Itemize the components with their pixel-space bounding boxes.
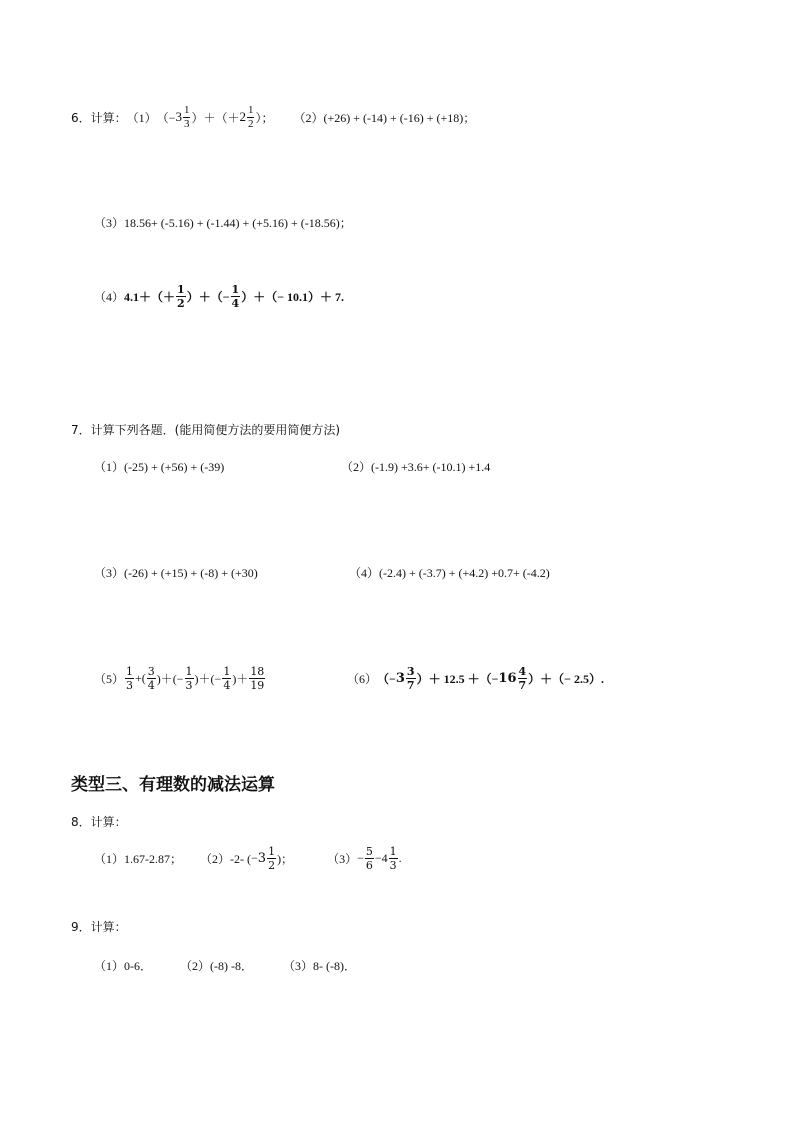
numerator: 1 (268, 844, 276, 858)
numerator: 1 (177, 282, 185, 296)
q9-label: 9．计算： (71, 919, 127, 934)
numerator: 3 (406, 664, 415, 678)
mixed-whole: 16 (498, 670, 517, 686)
q6-part4-b: ）＋（− (186, 289, 230, 304)
q6-part4-a: 4.1＋（＋ (124, 289, 176, 304)
q7-part5-b: )＋(− (156, 671, 184, 686)
q7-part5 (94, 656, 266, 700)
numerator: 1 (185, 664, 193, 678)
mixed-whole: 3 (257, 850, 267, 866)
numerator: 3 (147, 664, 155, 678)
q6-part1-end: ）； (255, 110, 274, 125)
q6-line1 (71, 95, 475, 139)
q7-part2: （2）(-1.9) +3.6+ (-10.1) +1.4 (341, 459, 491, 474)
q8-part2-b: )； (277, 851, 294, 866)
mixed-whole: 2 (239, 109, 246, 124)
q9-part1: （1）0-6． (94, 958, 152, 973)
denominator: 6 (365, 858, 373, 872)
mixed-number (498, 666, 528, 691)
section-title: 类型三、有理数的减法运算 (71, 775, 275, 795)
q7-part4: （4）(-2.4) + (-3.7) + (+4.2) +0.7+ (-4.2) (349, 565, 550, 580)
fraction (231, 284, 241, 309)
denominator: 3 (185, 678, 193, 692)
numerator: 4 (518, 664, 527, 678)
q6-part2: （2）(+26) + (-14) + (-16) + (+18)； (293, 110, 476, 125)
denominator: 3 (126, 678, 134, 692)
denominator: 4 (231, 296, 240, 310)
q8-part2-number: （2）-2- ( (200, 851, 251, 866)
denominator: 4 (147, 678, 155, 692)
denominator: 4 (223, 678, 231, 692)
q8-part1: （1）1.67-2.87； (94, 851, 182, 866)
q9-part3: （3）8- (-8)． (283, 958, 356, 973)
fraction (222, 666, 231, 691)
fraction (267, 846, 276, 871)
q6-part4 (94, 274, 344, 318)
fraction (389, 846, 398, 871)
denominator: 2 (177, 296, 185, 310)
numerator: 5 (365, 844, 373, 858)
numerator: 1 (183, 103, 190, 116)
q8-part3-c: . (398, 850, 402, 865)
q8-line (94, 836, 402, 880)
fraction (125, 666, 134, 691)
numerator: 18 (250, 664, 265, 678)
q6-part1-mid: ）＋（＋ (191, 110, 240, 125)
q7-part6 (347, 656, 604, 700)
q7-part6-b: ）＋ 12.5 ＋（− (416, 671, 499, 686)
denominator: 2 (247, 117, 254, 130)
q7-part1: （1）(-25) + (+56) + (-39) (94, 459, 225, 474)
numerator: 1 (223, 664, 231, 678)
q9-line (94, 943, 356, 987)
fraction (247, 105, 255, 130)
mixed-whole: 3 (395, 670, 405, 686)
q6-part3: （3）18.56+ (-5.16) + (-1.44) + (+5.16) + (-18.56)； (94, 215, 352, 230)
q6-part4-c: ）＋（− 10.1）＋ 7. (241, 289, 345, 304)
numerator: 1 (247, 103, 254, 116)
q6-label: 6．计算： (71, 110, 127, 125)
fraction (147, 666, 156, 691)
q7-part5-number: （5） (94, 671, 125, 686)
denominator: 7 (406, 678, 415, 692)
q6-part1-mixed1 (175, 105, 191, 130)
q7-part6-a: （− (377, 671, 396, 686)
q8-part2 (200, 846, 293, 871)
numerator: 1 (389, 844, 397, 858)
q7-part6-number: （6） (347, 671, 378, 686)
q7-part6-c: ）＋（− 2.5）. (528, 671, 604, 686)
q8-part2-a: − (251, 850, 258, 865)
numerator: 1 (231, 282, 240, 296)
fraction (406, 666, 416, 691)
fraction (365, 846, 374, 871)
fraction (183, 105, 191, 130)
denominator: 3 (389, 858, 397, 872)
q6-part1-mixed2 (239, 105, 255, 130)
denominator: 19 (250, 678, 265, 692)
q7-part5-c: )＋(− (194, 671, 222, 686)
denominator: 3 (183, 117, 190, 130)
q6-part1-open: （− (156, 110, 176, 125)
q7-part3: （3）(-26) + (+15) + (-8) + (+30) (94, 565, 258, 580)
q6-part4-number: （4） (94, 289, 125, 304)
numerator: 1 (126, 664, 134, 678)
q9-part2: （2）(-8) -8． (180, 958, 253, 973)
q8-part3 (327, 846, 402, 871)
q7-label: 7．计算下列各题．(能用简便方法的要用简便方法) (71, 422, 340, 437)
fraction (249, 666, 265, 691)
fraction (176, 284, 186, 309)
mixed-number (396, 666, 417, 691)
q8-part3-b: −4 (374, 850, 388, 865)
mixed-number (258, 846, 277, 871)
q7-part5-d: )＋ (232, 671, 249, 686)
denominator: 2 (268, 858, 276, 872)
q6-part1-number: （1） (126, 110, 157, 125)
q6-part1 (127, 105, 274, 130)
q8-part3-number: （3） (327, 851, 358, 866)
q8-part3-a: − (357, 850, 364, 865)
fraction (518, 666, 528, 691)
q7-part5-a: +( (135, 670, 146, 685)
q8-label: 8．计算： (71, 814, 127, 829)
denominator: 7 (518, 678, 527, 692)
fraction (185, 666, 194, 691)
mixed-whole: 3 (175, 109, 182, 124)
